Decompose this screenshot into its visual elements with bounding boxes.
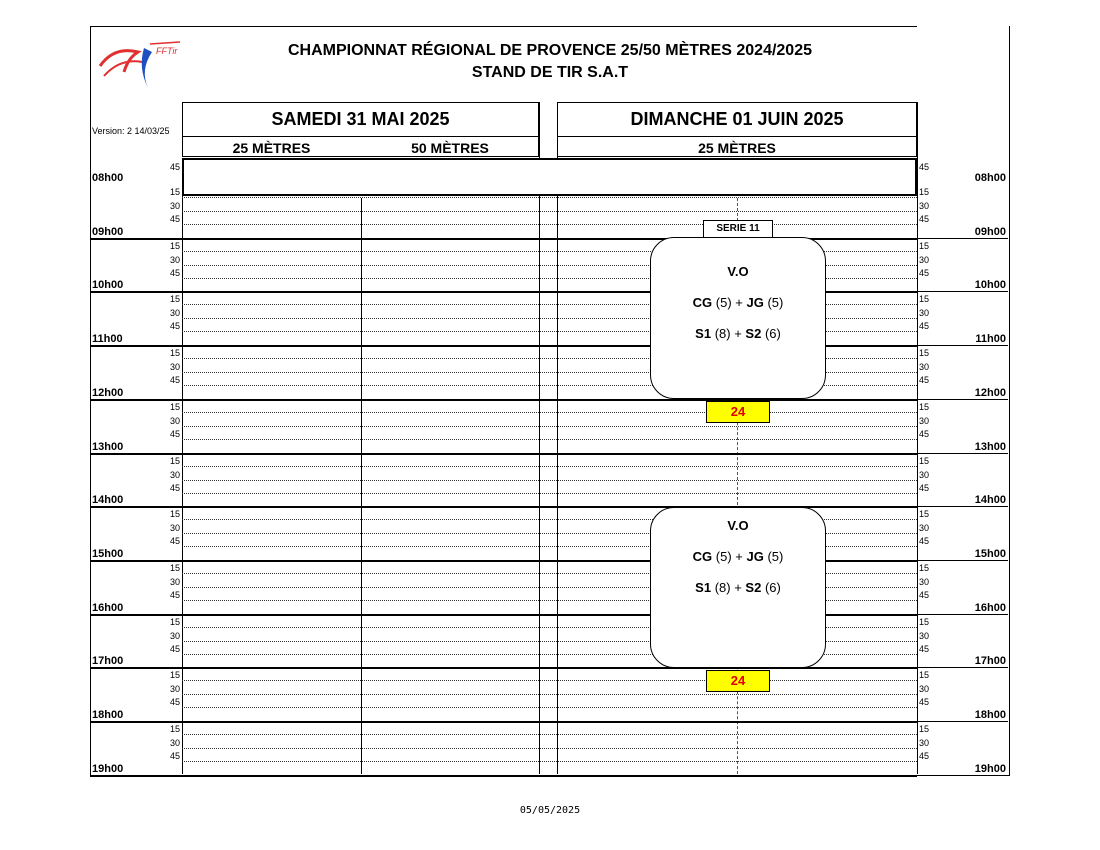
minute-label-left: 45 xyxy=(169,751,180,761)
event-title: V.O xyxy=(727,518,749,533)
minute-label-right: 45 xyxy=(919,214,930,224)
minute-label-right: 30 xyxy=(919,255,930,265)
event-line-1: CG (5) + JG (5) xyxy=(692,295,784,310)
hour-label-left: 08h00 xyxy=(92,172,124,184)
minute-label-right: 15 xyxy=(919,670,930,680)
minute-label-right: 15 xyxy=(919,402,930,412)
serie-label: SERIE 11 xyxy=(703,220,773,238)
minute-label-left: 15 xyxy=(169,348,180,358)
minute-label-right: 30 xyxy=(919,201,930,211)
grid-hour-line-right xyxy=(917,345,1008,346)
minute-label-left: 15 xyxy=(169,563,180,573)
grid-quarter-line xyxy=(182,466,917,467)
minute-label-left: 30 xyxy=(169,577,180,587)
minute-label-left: 45 xyxy=(169,590,180,600)
event-block-afternoon xyxy=(650,507,826,668)
grid-quarter-line xyxy=(182,680,917,681)
grid-quarter-line xyxy=(182,211,917,212)
minute-label-left: 15 xyxy=(169,241,180,251)
grid-quarter-line xyxy=(182,694,917,695)
hour-label-left: 19h00 xyxy=(92,763,124,775)
minute-label-left: 30 xyxy=(169,255,180,265)
minute-label-right: 45 xyxy=(919,162,930,172)
grid-hour-line-right xyxy=(917,399,1008,400)
grid-quarter-line xyxy=(182,707,917,708)
minute-label-right: 15 xyxy=(919,187,930,197)
grid-hour-line-right xyxy=(917,506,1008,507)
grid-hour-line xyxy=(90,399,917,401)
hour-label-right: 13h00 xyxy=(974,441,1006,453)
minute-label-right: 15 xyxy=(919,348,930,358)
grid-quarter-line xyxy=(182,426,917,427)
hour-label-right: 09h00 xyxy=(974,226,1006,238)
hour-label-right: 11h00 xyxy=(975,333,1006,345)
minute-label-right: 45 xyxy=(919,375,930,385)
grid-hour-line-right xyxy=(917,453,1008,454)
hour-label-right: 12h00 xyxy=(974,387,1006,399)
event-line-2: S1 (8) + S2 (6) xyxy=(695,580,781,595)
page-title: CHAMPIONNAT RÉGIONAL DE PROVENCE 25/50 MÈTRES 2024/2025 xyxy=(288,42,812,59)
grid-hour-line-right xyxy=(917,775,1008,776)
day-title-samedi: SAMEDI 31 MAI 2025 xyxy=(271,109,450,129)
page-frame-mask xyxy=(917,26,1009,100)
day-title-dimanche: DIMANCHE 01 JUIN 2025 xyxy=(630,109,844,129)
grid-vertical-line xyxy=(557,102,558,774)
minute-label-left: 45 xyxy=(169,644,180,654)
hour-label-left: 16h00 xyxy=(92,602,124,614)
minute-label-left: 30 xyxy=(169,308,180,318)
minute-label-right: 45 xyxy=(919,590,930,600)
hour-label-left: 13h00 xyxy=(92,441,124,453)
hour-label-right: 18h00 xyxy=(974,709,1006,721)
minute-label-left: 15 xyxy=(169,670,180,680)
minute-label-right: 45 xyxy=(919,268,930,278)
range-dimanche-25m: 25 MÈTRES xyxy=(698,140,776,156)
minute-label-right: 30 xyxy=(919,362,930,372)
hour-label-right: 17h00 xyxy=(974,655,1006,667)
minute-label-left: 45 xyxy=(169,483,180,493)
minute-label-left: 45 xyxy=(169,321,180,331)
version-label: Version: 2 14/03/25 xyxy=(92,126,170,136)
minute-label-right: 45 xyxy=(919,751,930,761)
grid-quarter-line xyxy=(182,224,917,225)
minute-label-left: 30 xyxy=(169,631,180,641)
minute-label-right: 15 xyxy=(919,294,930,304)
minute-label-left: 30 xyxy=(169,201,180,211)
minute-label-left: 30 xyxy=(169,470,180,480)
event-block-morning xyxy=(650,237,826,399)
event-count-morning: 24 xyxy=(706,401,770,423)
minute-label-left: 45 xyxy=(169,429,180,439)
grid-quarter-line xyxy=(182,761,917,762)
grid-quarter-line xyxy=(182,412,917,413)
minute-label-right: 30 xyxy=(919,738,930,748)
hour-label-right: 14h00 xyxy=(974,494,1006,506)
grid-quarter-line xyxy=(182,748,917,749)
range-samedi-25m: 25 MÈTRES xyxy=(232,140,311,156)
minute-label-left: 30 xyxy=(169,684,180,694)
minute-label-right: 30 xyxy=(919,308,930,318)
minute-label-left: 45 xyxy=(169,697,180,707)
minute-label-left: 15 xyxy=(169,509,180,519)
hour-label-right: 19h00 xyxy=(974,763,1006,775)
minute-label-right: 15 xyxy=(919,509,930,519)
hour-label-right: 10h00 xyxy=(974,279,1006,291)
hour-label-left: 11h00 xyxy=(92,333,123,345)
grid-hour-line-right xyxy=(917,291,1008,292)
minute-label-left: 15 xyxy=(169,724,180,734)
hour-label-left: 12h00 xyxy=(92,387,124,399)
hour-label-left: 09h00 xyxy=(92,226,124,238)
minute-label-left: 30 xyxy=(169,738,180,748)
minute-label-right: 45 xyxy=(919,429,930,439)
hour-label-left: 15h00 xyxy=(92,548,124,560)
minute-label-right: 15 xyxy=(919,241,930,251)
hour-label-right: 16h00 xyxy=(974,602,1006,614)
minute-label-right: 30 xyxy=(919,631,930,641)
range-samedi-50m: 50 MÈTRES xyxy=(411,140,489,156)
minute-label-right: 45 xyxy=(919,644,930,654)
grid-hour-line-right xyxy=(917,721,1008,722)
hour-label-right: 08h00 xyxy=(974,172,1006,184)
hour-label-left: 14h00 xyxy=(92,494,124,506)
minute-label-left: 15 xyxy=(169,456,180,466)
minute-label-right: 45 xyxy=(919,536,930,546)
grid-quarter-line xyxy=(182,197,917,198)
minute-label-right: 30 xyxy=(919,577,930,587)
minute-label-right: 30 xyxy=(919,470,930,480)
minute-label-right: 45 xyxy=(919,483,930,493)
minute-label-left: 45 xyxy=(169,375,180,385)
hour-label-left: 18h00 xyxy=(92,709,124,721)
grid-hour-line-right xyxy=(917,238,1008,239)
event-line-1: CG (5) + JG (5) xyxy=(692,549,784,564)
minute-label-right: 15 xyxy=(919,456,930,466)
minute-label-right: 45 xyxy=(919,321,930,331)
page-subtitle: STAND DE TIR S.A.T xyxy=(471,64,629,81)
event-count-afternoon: 24 xyxy=(706,670,770,692)
minute-label-right: 15 xyxy=(919,617,930,627)
minute-label-right: 30 xyxy=(919,684,930,694)
hour-label-left: 10h00 xyxy=(92,279,124,291)
grid-hour-line xyxy=(90,721,917,723)
event-title: V.O xyxy=(727,264,749,279)
grid-hour-line-right xyxy=(917,614,1008,615)
minute-label-left: 15 xyxy=(169,402,180,412)
svg-text:FFTir: FFTir xyxy=(156,46,178,56)
minute-label-left: 45 xyxy=(169,268,180,278)
opening-band xyxy=(182,158,917,196)
minute-label-left: 30 xyxy=(169,416,180,426)
footer-date: 05/05/2025 xyxy=(519,805,581,816)
event-line-2: S1 (8) + S2 (6) xyxy=(695,326,781,341)
minute-label-right: 30 xyxy=(919,523,930,533)
minute-label-left: 45 xyxy=(169,214,180,224)
minute-label-right: 45 xyxy=(919,697,930,707)
grid-hour-line-right xyxy=(917,667,1008,668)
minute-label-right: 30 xyxy=(919,416,930,426)
grid-hour-line-right xyxy=(917,560,1008,561)
grid-quarter-line xyxy=(182,493,917,494)
minute-label-right: 15 xyxy=(919,563,930,573)
minute-label-left: 15 xyxy=(169,617,180,627)
minute-label-left: 45 xyxy=(169,536,180,546)
grid-vertical-line xyxy=(539,102,540,774)
grid-vertical-line xyxy=(361,198,362,774)
grid-quarter-line xyxy=(182,439,917,440)
minute-label-left: 30 xyxy=(169,362,180,372)
minute-label-left: 45 xyxy=(169,162,180,172)
grid-hour-line xyxy=(90,775,917,777)
minute-label-left: 30 xyxy=(169,523,180,533)
grid-vertical-line xyxy=(917,102,918,774)
minute-label-left: 15 xyxy=(169,294,180,304)
hour-label-left: 17h00 xyxy=(92,655,124,667)
minute-label-right: 15 xyxy=(919,724,930,734)
minute-label-left: 15 xyxy=(169,187,180,197)
grid-hour-line xyxy=(90,453,917,455)
grid-quarter-line xyxy=(182,480,917,481)
grid-quarter-line xyxy=(182,734,917,735)
hour-label-right: 15h00 xyxy=(974,548,1006,560)
